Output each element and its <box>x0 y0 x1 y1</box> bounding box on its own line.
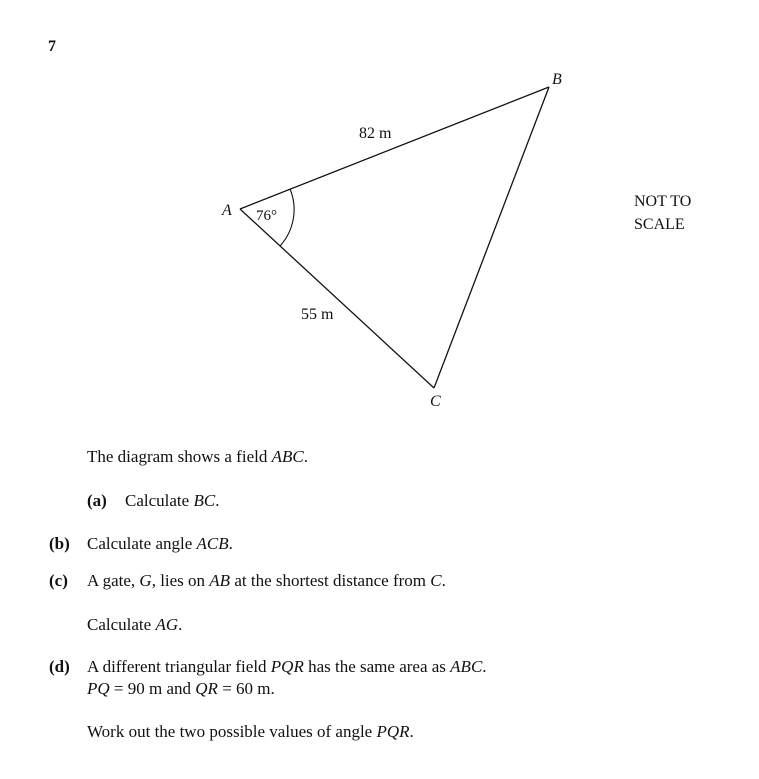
part-d-line3-suffix: . <box>409 722 414 741</box>
part-c-line2-var: AG <box>155 615 179 634</box>
part-c-line2 <box>87 614 182 636</box>
part-d-line2-text1: = 90 m and <box>109 679 196 698</box>
vertex-c-label: C <box>430 393 441 410</box>
intro-name: ABC <box>271 447 304 466</box>
part-c-line2-suffix: . <box>178 615 183 634</box>
part-b-prefix: Calculate angle <box>87 534 197 553</box>
vertex-a-label: A <box>222 202 232 219</box>
part-d-line2-var1: PQ <box>87 679 110 698</box>
angle-a-label: 76° <box>256 208 277 224</box>
side-bc-line <box>434 87 549 388</box>
part-b-var: ACB <box>196 534 229 553</box>
not-to-scale-line2: SCALE <box>634 216 685 233</box>
part-a-var: BC <box>193 491 216 510</box>
part-d-var1: PQR <box>270 657 304 676</box>
intro-prefix: The diagram shows a field <box>87 447 272 466</box>
part-b-label: (b) <box>49 534 70 553</box>
part-c-label: (c) <box>49 571 68 590</box>
part-c <box>49 570 446 592</box>
part-d-var2: ABC <box>450 657 483 676</box>
part-b-suffix: . <box>228 534 233 553</box>
part-d-line2-text2: = 60 m. <box>217 679 275 698</box>
part-d-line3-var: PQR <box>376 722 410 741</box>
part-d-text3: . <box>482 657 487 676</box>
part-c-var1: G <box>139 571 152 590</box>
part-d-line2-var2: QR <box>195 679 218 698</box>
part-a <box>87 490 219 512</box>
part-c-text3: at the shortest distance from <box>230 571 431 590</box>
side-ab-length: 82 m <box>359 125 392 142</box>
part-c-text1: A gate, <box>87 571 140 590</box>
part-a-prefix: Calculate <box>125 491 194 510</box>
part-a-suffix: . <box>215 491 220 510</box>
part-d <box>49 656 487 678</box>
part-d-label: (d) <box>49 657 70 676</box>
part-c-var3: C <box>430 571 442 590</box>
part-d-line2 <box>87 678 275 700</box>
intro-text <box>87 446 308 468</box>
angle-a-arc <box>280 189 294 246</box>
part-d-text2: has the same area as <box>303 657 451 676</box>
side-ac-line <box>240 209 434 388</box>
not-to-scale-note <box>634 190 691 236</box>
part-d-line3 <box>87 721 414 743</box>
part-a-label: (a) <box>87 491 107 510</box>
part-c-var2: AB <box>209 571 231 590</box>
not-to-scale-line1: NOT TO <box>634 193 692 210</box>
part-c-line2-prefix: Calculate <box>87 615 156 634</box>
side-ab-line <box>240 87 549 209</box>
vertex-b-label: B <box>552 71 562 88</box>
intro-suffix: . <box>303 447 308 466</box>
part-b <box>49 533 233 555</box>
question-number: 7 <box>48 38 56 55</box>
part-d-line3-prefix: Work out the two possible values of angle <box>87 722 377 741</box>
part-d-text1: A different triangular field <box>87 657 271 676</box>
side-ac-length: 55 m <box>301 306 334 323</box>
part-c-text4: . <box>441 571 446 590</box>
part-c-text2: , lies on <box>151 571 210 590</box>
